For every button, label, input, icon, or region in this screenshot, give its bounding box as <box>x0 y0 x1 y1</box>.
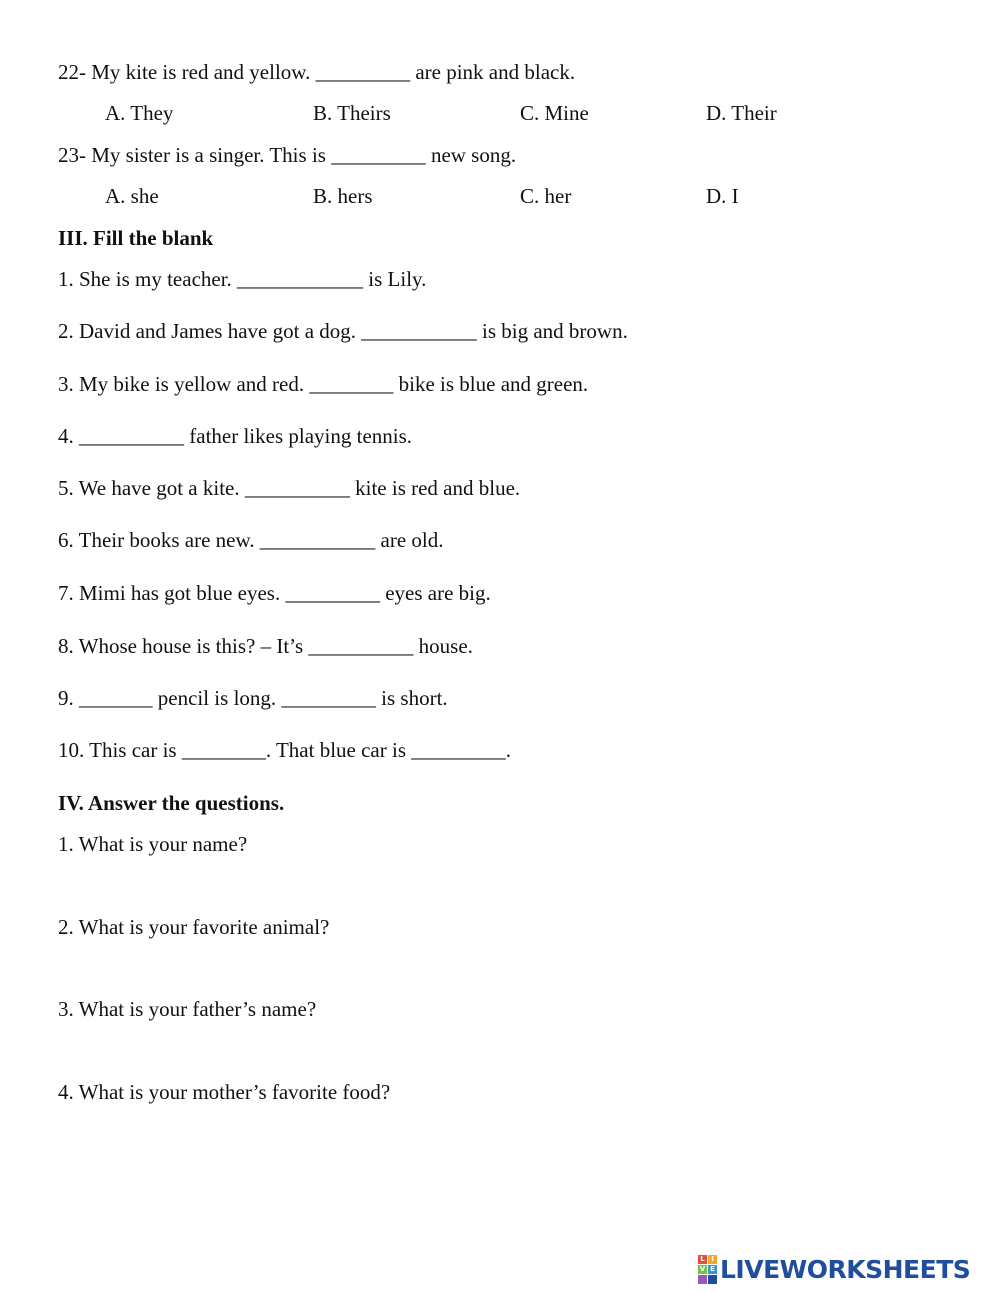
logo-tile: I <box>708 1255 717 1264</box>
q22-option-a: A. They <box>105 101 174 125</box>
fill-item-10: 10. This car is ________. That blue car is _________. <box>58 738 511 762</box>
fill-item-3: 3. My bike is yellow and red. ________ bike is blue and green. <box>58 372 589 396</box>
answer-question-3: 3. What is your father’s name? <box>58 997 317 1021</box>
logo-text: LIVEWORKSHEETS <box>720 1254 971 1284</box>
logo-tile: E <box>708 1265 717 1274</box>
answer-question-4: 4. What is your mother’s favorite food? <box>58 1080 391 1104</box>
q23-option-d: D. I <box>706 184 739 208</box>
fill-item-6: 6. Their books are new. ___________ are old. <box>58 528 444 552</box>
q22-option-c: C. Mine <box>520 101 589 125</box>
q22-option-d: D. Their <box>706 101 777 125</box>
logo-tile: V <box>699 1264 706 1273</box>
section-4-heading: IV. Answer the questions. <box>58 791 285 815</box>
fill-item-2: 2. David and James have got a dog. ___________ is big and brown. <box>58 319 628 343</box>
logo-tile: L <box>698 1255 707 1264</box>
logo-tile <box>708 1275 717 1284</box>
answer-question-2: 2. What is your favorite animal? <box>58 915 330 939</box>
fill-item-5: 5. We have got a kite. __________ kite is red and blue. <box>58 476 521 500</box>
section-3-heading: III. Fill the blank <box>58 226 214 250</box>
answer-question-1: 1. What is your name? <box>58 832 248 856</box>
fill-item-4: 4. __________ father likes playing tennis. <box>58 424 413 448</box>
logo-grid-icon <box>698 1255 717 1284</box>
q23-option-a: A. she <box>105 184 159 208</box>
question-23: 23- My sister is a singer. This is _________ new song. <box>58 143 517 167</box>
fill-item-8: 8. Whose house is this? – It’s __________ house. <box>58 634 473 658</box>
q22-option-b: B. Theirs <box>313 101 391 125</box>
liveworksheets-logo <box>698 1254 970 1284</box>
fill-item-1: 1. She is my teacher. ____________ is Lily. <box>58 267 427 291</box>
q23-option-b: B. hers <box>313 184 373 208</box>
question-22: 22- My kite is red and yellow. _________ are pink and black. <box>58 60 576 84</box>
fill-item-7: 7. Mimi has got blue eyes. _________ eyes are big. <box>58 581 491 605</box>
fill-item-9: 9. _______ pencil is long. _________ is short. <box>58 686 448 710</box>
q23-option-c: C. her <box>520 184 572 208</box>
logo-tile <box>698 1275 707 1284</box>
